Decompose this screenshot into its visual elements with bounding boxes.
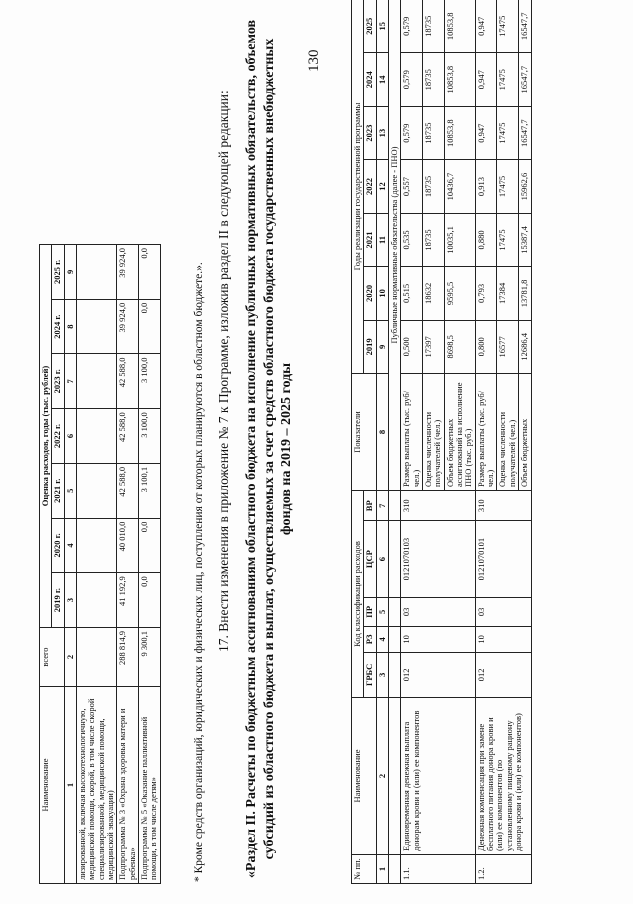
table-row bbox=[77, 245, 117, 884]
header-code: ВР bbox=[364, 491, 376, 521]
table-row bbox=[117, 245, 139, 884]
col-num: 6 bbox=[376, 521, 388, 597]
cell-value: 0,947 bbox=[475, 53, 497, 106]
indicator-label: Оценка численности получателей (чел.) bbox=[497, 374, 519, 491]
cell-value: 39 924,0 bbox=[117, 299, 139, 354]
cell-value: 41 192,9 bbox=[117, 573, 139, 628]
header-code: ГРБС bbox=[364, 652, 376, 697]
cell-value: 16547,7 bbox=[519, 106, 531, 159]
cell-value: 10436,7 bbox=[444, 160, 475, 213]
cell-value: 16547,7 bbox=[519, 53, 531, 106]
cell-value: 10853,8 bbox=[444, 0, 475, 53]
indicator-label: Размер выплаты (тыс. руб/чел.) bbox=[475, 374, 497, 491]
col-num: 5 bbox=[64, 463, 76, 518]
cell-value: 17397 bbox=[423, 320, 445, 373]
header-year: 2019 bbox=[364, 320, 376, 373]
cell-value: 17475 bbox=[497, 213, 519, 266]
cell-value: 0,535 bbox=[401, 213, 423, 266]
col-num: 7 bbox=[64, 354, 76, 409]
pno-table bbox=[351, 0, 532, 884]
cell-value: 0,947 bbox=[475, 106, 497, 159]
cell-value: 42 588,0 bbox=[117, 463, 139, 518]
cell-value: 10853,8 bbox=[444, 106, 475, 159]
code-grbs: 012 bbox=[401, 652, 475, 697]
header-code: ПР bbox=[364, 597, 376, 626]
code-pr: 03 bbox=[475, 597, 531, 626]
code-rz: 10 bbox=[401, 626, 475, 652]
pno-label-row bbox=[389, 0, 401, 884]
row-name: Подпрограмма № 3 «Охрана здоровья матери и ребенка» bbox=[117, 687, 139, 884]
cell-value: 0,579 bbox=[401, 106, 423, 159]
col-num: 15 bbox=[376, 0, 388, 53]
header-code: РЗ bbox=[364, 626, 376, 652]
header-name: Наименование bbox=[40, 687, 65, 884]
cell-value: 0,800 bbox=[475, 320, 497, 373]
header-name: Наименование bbox=[352, 698, 377, 855]
col-num: 9 bbox=[376, 320, 388, 373]
cell-value: 17475 bbox=[497, 160, 519, 213]
cell-value: 18632 bbox=[423, 267, 445, 320]
cell-value: 9595,5 bbox=[444, 267, 475, 320]
code-csr: 0121070103 bbox=[401, 521, 475, 597]
cell-value: 40 010,0 bbox=[117, 518, 139, 573]
code-vr: 310 bbox=[475, 491, 531, 521]
item-17-text: 17. Внести изменения в приложение № 7 к Программе, изложив раздел II в следующей редакции: bbox=[216, 90, 231, 652]
cell-value: 0,880 bbox=[475, 213, 497, 266]
col-num: 8 bbox=[376, 374, 388, 491]
cell-value: 15387,4 bbox=[519, 213, 531, 266]
cell-value: 0,579 bbox=[401, 53, 423, 106]
row-name: Единовременная денежная выплата донорам крови и (или) ее компонентов bbox=[401, 698, 475, 855]
indicator-label: Объем бюджетных bbox=[519, 374, 531, 491]
cell-value: 0,0 bbox=[139, 518, 161, 573]
table-number-row bbox=[64, 245, 76, 884]
col-num: 11 bbox=[376, 213, 388, 266]
table-number-row bbox=[376, 0, 388, 884]
rotated-sheet bbox=[21, 12, 611, 892]
cell-value: 0,793 bbox=[475, 267, 497, 320]
code-csr: 0121070101 bbox=[475, 521, 531, 597]
page-number: 130 bbox=[306, 49, 322, 72]
header-group: Оценка расходов, годы (тыс. рублей) bbox=[40, 245, 52, 628]
indicator-label: Размер выплаты (тыс. руб/чел.) bbox=[401, 374, 423, 491]
row-name: Подпрограмма № 5 «Оказание паллиативной помощи, в том числе детям» bbox=[139, 687, 161, 884]
header-code-group: Код классификации расходов bbox=[352, 491, 364, 698]
col-num: 10 bbox=[376, 267, 388, 320]
cell-value: 12686,4 bbox=[519, 320, 531, 373]
code-grbs: 012 bbox=[475, 652, 531, 697]
col-num: 2 bbox=[64, 628, 76, 687]
header-year: 2025 bbox=[364, 0, 376, 53]
table-header-row bbox=[352, 0, 364, 884]
header-year: 2024 г. bbox=[52, 299, 64, 354]
cell-value: 0,913 bbox=[475, 160, 497, 213]
header-year: 2024 bbox=[364, 53, 376, 106]
header-year: 2020 г. bbox=[52, 518, 64, 573]
header-year: 2022 г. bbox=[52, 409, 64, 464]
cell-value: 42 588,0 bbox=[117, 409, 139, 464]
cell-value: 0,0 bbox=[139, 245, 161, 300]
header-years-group: Годы реализации государственной программы bbox=[352, 0, 364, 374]
cell-value: 17475 bbox=[497, 0, 519, 53]
cell-value: 3 100,1 bbox=[139, 463, 161, 518]
col-num: 1 bbox=[64, 687, 76, 884]
cell-value: 15962,6 bbox=[519, 160, 531, 213]
cell-value: 18735 bbox=[423, 0, 445, 53]
cell-value: 18735 bbox=[423, 53, 445, 106]
header-year: 2020 bbox=[364, 267, 376, 320]
cell-value: 0,0 bbox=[139, 573, 161, 628]
code-rz: 10 bbox=[475, 626, 531, 652]
header-year: 2022 bbox=[364, 160, 376, 213]
col-num: 12 bbox=[376, 160, 388, 213]
cell-value: 16547,7 bbox=[519, 0, 531, 53]
col-num: 14 bbox=[376, 53, 388, 106]
cell-value: 9 300,1 bbox=[139, 628, 161, 687]
col-num: 3 bbox=[376, 652, 388, 697]
cell-value: 0,947 bbox=[475, 0, 497, 53]
col-num: 9 bbox=[64, 245, 76, 300]
indicator-label: Объем бюджетных ассигнований на исполнение ПНО (тыс. руб.) bbox=[444, 374, 475, 491]
cell-value: 0,557 bbox=[401, 160, 423, 213]
col-num: 8 bbox=[64, 299, 76, 354]
cell-value: 18735 bbox=[423, 213, 445, 266]
cell-value: 288 814,9 bbox=[117, 628, 139, 687]
expenses-table bbox=[39, 244, 161, 884]
cell-value: 18735 bbox=[423, 106, 445, 159]
header-indicators: Показатели bbox=[352, 374, 377, 491]
cell-value: 39 924,0 bbox=[117, 245, 139, 300]
cell-value: 0,579 bbox=[401, 0, 423, 53]
header-total: всего bbox=[40, 628, 65, 687]
cell-value: 0,500 bbox=[401, 320, 423, 373]
row-num: 1.1. bbox=[401, 855, 475, 884]
col-num: 3 bbox=[64, 573, 76, 628]
col-num: 13 bbox=[376, 106, 388, 159]
col-num: 4 bbox=[64, 518, 76, 573]
cell-value: 13781,8 bbox=[519, 267, 531, 320]
pno-label: Публичные нормативные обязательства (далее - ПНО) bbox=[389, 0, 401, 491]
table-row bbox=[139, 245, 161, 884]
indicator-label: Оценка численности получателей (чел.) bbox=[423, 374, 445, 491]
cell-value: 3 100,0 bbox=[139, 354, 161, 409]
col-num: 5 bbox=[376, 597, 388, 626]
header-year: 2021 г. bbox=[52, 463, 64, 518]
cell-value: 10853,8 bbox=[444, 53, 475, 106]
footnote: * Кроме средств организаций, юридических и физических лиц, поступления от которых планируются в областном бюджете.». bbox=[193, 262, 205, 882]
cell-value: 16577 bbox=[497, 320, 519, 373]
header-num: № пп. bbox=[352, 855, 377, 884]
code-pr: 03 bbox=[401, 597, 475, 626]
col-num: 7 bbox=[376, 491, 388, 521]
cell-value: 0,0 bbox=[139, 299, 161, 354]
cell-value: 42 588,0 bbox=[117, 354, 139, 409]
code-vr: 310 bbox=[401, 491, 475, 521]
row-name: Денежная компенсация при замене бесплатного питания донора крови и (или) ее компонентов (по установленному пищевому рациону донора крови и (или) ее компонентов) bbox=[475, 698, 531, 855]
col-num: 1 bbox=[376, 855, 388, 884]
table-header-row bbox=[40, 245, 52, 884]
cell-value: 10035,1 bbox=[444, 213, 475, 266]
table-row bbox=[475, 0, 497, 884]
col-num: 6 bbox=[64, 409, 76, 464]
cell-value: 17475 bbox=[497, 106, 519, 159]
header-code: ЦСР bbox=[364, 521, 376, 597]
cell-value: 17475 bbox=[497, 53, 519, 106]
row-name: лизированной, включая высокотехнологичную, медицинской помощи, скорой, в том числе скорой специализированной, медицинской помощи, медицинской эвакуации) bbox=[77, 687, 117, 884]
header-year: 2025 г. bbox=[52, 245, 64, 300]
cell-value: 0,515 bbox=[401, 267, 423, 320]
row-num: 1.2. bbox=[475, 855, 531, 884]
header-year: 2023 г. bbox=[52, 354, 64, 409]
header-year: 2021 bbox=[364, 213, 376, 266]
header-year: 2019 г. bbox=[52, 573, 64, 628]
cell-value: 8698,5 bbox=[444, 320, 475, 373]
cell-value: 18735 bbox=[423, 160, 445, 213]
col-num: 2 bbox=[376, 698, 388, 855]
cell-value: 3 100,0 bbox=[139, 409, 161, 464]
header-year: 2023 bbox=[364, 106, 376, 159]
col-num: 4 bbox=[376, 626, 388, 652]
table-row bbox=[401, 0, 423, 884]
section-title: «Раздел II. Расчеты по бюджетным ассигнованиям областного бюджета на исполнение публичных нормативных обязательств, объемов субсидий из областного бюджета и выплат, осуществляемых за счет средств областного бюджета государственных внебюджетных фондов на 2019 – 2025 годы bbox=[244, 19, 294, 879]
cell-value: 17384 bbox=[497, 267, 519, 320]
